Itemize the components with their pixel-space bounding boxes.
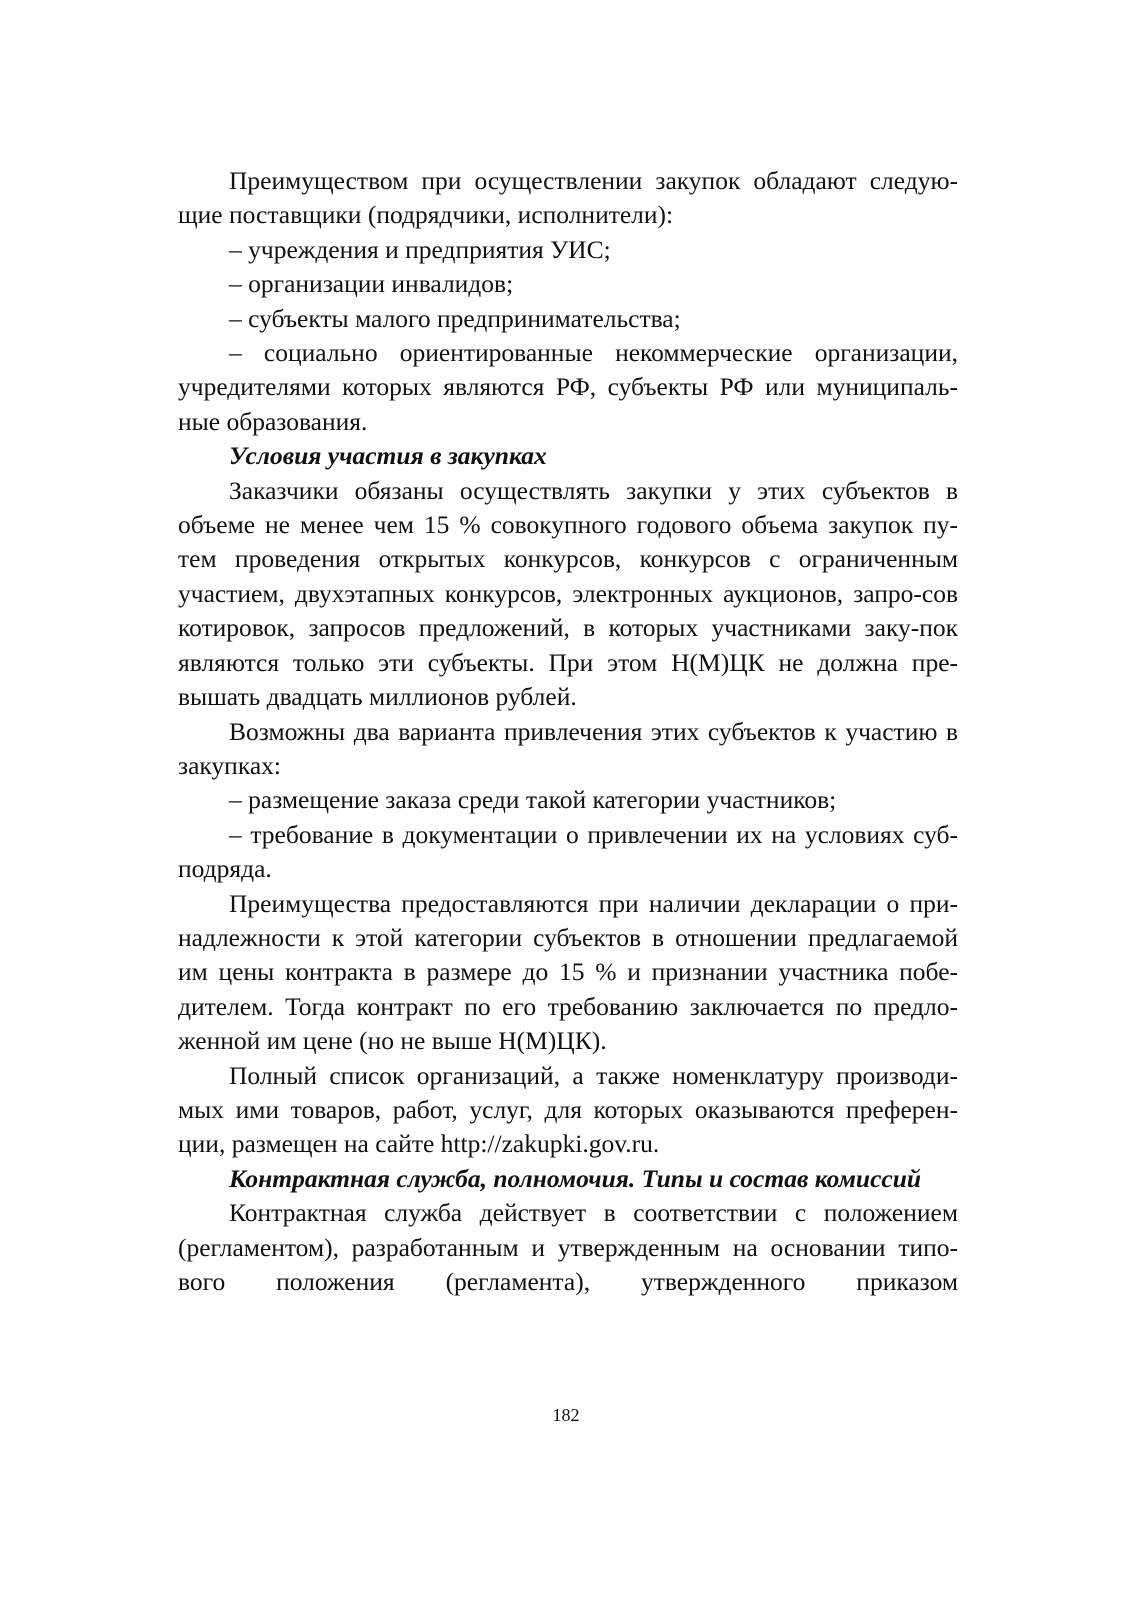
list-item: – субъекты малого предпринимательства; — [229, 303, 681, 333]
page-body — [178, 164, 958, 1299]
list-item: – организации инвалидов; — [229, 269, 514, 299]
paragraph: Заказчики обязаны осуществлять закупки у этих субъектов в объеме не менее чем 15 % совокупного годового объема закупок пу-тем проведения открытых конкурсов, конкурсов с ограниченным участием, двухэтапных конкурсов, электронных аукционов, запро-сов котировок, запросов предложений, в которых участниками заку-пок являются только эти субъекты. При этом Н(М)ЦК не должна пре-вышать двадцать миллионов рублей. — [178, 475, 958, 712]
list-item: – размещение заказа среди такой категории участников; — [229, 785, 837, 815]
paragraph: Полный список организаций, а также номенклатуру производи-мых ими товаров, работ, услуг, для которых оказываются преферен-ции, размещен на сайте http://zakupki.gov.ru. — [178, 1060, 958, 1159]
page-number: 182 — [552, 1405, 580, 1425]
list-item: – учреждения и предприятия УИС; — [229, 234, 611, 264]
section-heading: Контрактная служба, полномочия. Типы и состав комиссий — [229, 1163, 922, 1193]
list-item: – социально ориентированные некоммерческие организации, учредителями которых являются РФ, субъекты РФ или муниципаль-ные образования. — [178, 338, 958, 436]
section-heading: Условия участия в закупках — [229, 441, 547, 471]
paragraph: Преимуществом при осуществлении закупок обладают следую-щие поставщики (подрядчики, исполнители): — [178, 166, 958, 230]
paragraph: Преимущества предоставляются при наличии декларации о при-надлежности к этой категории субъектов в отношении предлагаемой им цены контракта в размере до 15 % и признании участника побе-дителем. Тогда контракт по его требованию заключается по предло-женной им цене (но не выше Н(М)ЦК). — [178, 888, 958, 1056]
paragraph: Возможны два варианта привлечения этих субъектов к участию в закупках: — [178, 716, 958, 780]
paragraph: Контрактная служба действует в соответствии с положением (регламентом), разработанным и утвержденным на основании типо-вого положения (регламента), утвержденного приказом — [178, 1198, 958, 1296]
list-item: – требование в документации о привлечении их на условиях суб-подряда. — [178, 819, 958, 884]
